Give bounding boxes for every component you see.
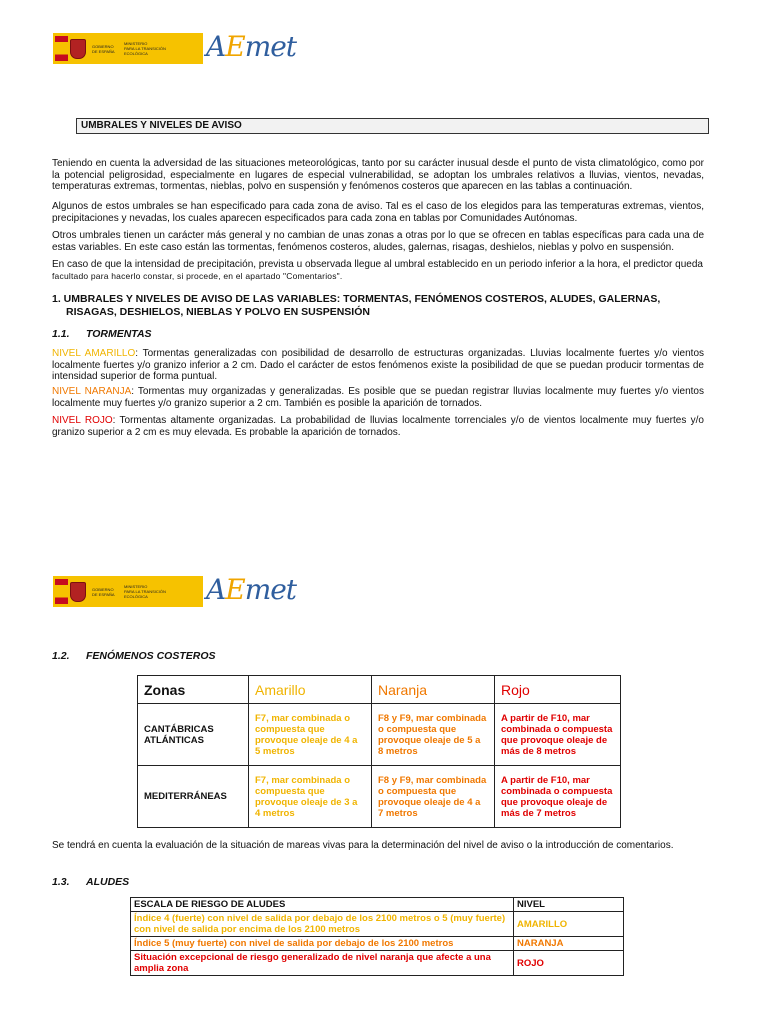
- table-row: [138, 704, 621, 766]
- header-rojo: Rojo: [495, 676, 621, 704]
- naranja-cell: F8 y F9, mar combinada o compuesta que provoque oleaje de 5 a 8 metros: [372, 704, 495, 766]
- tormentas-amarillo: NIVEL AMARILLO: Tormentas generalizadas con posibilidad de desarrollo de estructuras organizadas. Lluvias localmente fuertes y/o vientos localmente fuertes y/o granizo inferior a 2 cm. Dado el carácter de estos fenómenos existe la posibilidad de que se puedan producir tormentas de intensidad superior de forma puntual.: [52, 348, 705, 382]
- col-nivel: NIVEL: [514, 898, 624, 912]
- table-row: [131, 937, 624, 951]
- costeros-note: Se tendrá en cuenta la evaluación de la situación de mareas vivas para la determinación del nivel de aviso o la introducción de comentarios.: [52, 840, 674, 851]
- section-title: UMBRALES Y NIVELES DE AVISO: [76, 118, 709, 134]
- table-row: [138, 766, 621, 828]
- escala-cell: Índice 5 (muy fuerte) con nivel de salida por debajo de los 2100 metros: [131, 937, 514, 951]
- ministry-text: MINISTERIO PARA LA TRANSICIÓN ECOLÓGICA: [124, 584, 166, 599]
- government-logo: [53, 33, 203, 64]
- col-escala: ESCALA DE RIESGO DE ALUDES: [131, 898, 514, 912]
- coat-of-arms-icon: [70, 39, 86, 59]
- heading-1: 1. UMBRALES Y NIVELES DE AVISO DE LAS VARIABLES: TORMENTAS, FENÓMENOS COSTEROS, ALUDES, GALERNAS, RISAGAS, DESHIELOS, NIEBLAS Y POLVO EN SUSPENSIÓN: [52, 293, 661, 318]
- heading-costeros: 1.2. FENÓMENOS COSTEROS: [52, 650, 216, 662]
- nivel-cell: NARANJA: [514, 937, 624, 951]
- tormentas-rojo: NIVEL ROJO: Tormentas altamente organizadas. La probabilidad de lluvias localmente torrenciales y/o de vientos localmente muy fuertes y/o granizo superior a 2 cm es muy elevada. Es probable la aparición de tornados.: [52, 415, 704, 438]
- zona-cell: CANTÁBRICAS ATLÁNTICAS: [138, 704, 249, 766]
- avalanche-table: [130, 897, 624, 976]
- level-amarillo-label: NIVEL AMARILLO: [52, 348, 136, 359]
- spain-flag-icon: [55, 579, 68, 604]
- heading-aludes: 1.3. ALUDES: [52, 876, 130, 888]
- nivel-cell: ROJO: [514, 951, 624, 976]
- intro-paragraph-2: Algunos de estos umbrales se han especificado para cada zona de aviso. Tal es el caso de los elegidos para las temperaturas extremas, vientos, precipitaciones y nevadas, los cuales aparecen especificados para cada zona en tablas por Comunidades Autónomas.: [52, 201, 704, 224]
- header-zonas: Zonas: [138, 676, 249, 704]
- intro-paragraph-3: Otros umbrales tienen un carácter más general y no cambian de unas zonas a otras por lo que se ofrecen en tablas específicas para cada una de estas variables. En este caso están las tormentas, fenómenos costeros, aludes, galernas, risagas, deshielos, nieblas y polvo en suspensión.: [52, 230, 704, 253]
- level-rojo-label: NIVEL ROJO: [52, 415, 113, 426]
- heading-tormentas: 1.1. TORMENTAS: [52, 328, 152, 340]
- government-text: GOBIERNO DE ESPAÑA: [92, 586, 115, 597]
- intro-paragraph-4: En caso de que la intensidad de precipitación, prevista u observada llegue al umbral establecido en un periodo inferior a la hora, el predictor queda facultado para hacerlo constar, si procede, en el apartado "Comentarios".: [52, 259, 703, 281]
- coastal-table: [137, 675, 621, 828]
- nivel-cell: AMARILLO: [514, 912, 624, 937]
- zona-cell: MEDITERRÁNEAS: [138, 766, 249, 828]
- naranja-cell: F8 y F9, mar combinada o compuesta que provoque oleaje de 4 a 7 metros: [372, 766, 495, 828]
- tormentas-naranja: NIVEL NARANJA: Tormentas muy organizadas y generalizadas. Es posible que se puedan registrar lluvias localmente muy fuertes y/o vientos localmente muy fuertes y/o granizo superior a 2 cm. También es posible la aparición de tornados.: [52, 386, 704, 409]
- government-text: GOBIERNO DE ESPAÑA: [92, 43, 115, 54]
- rojo-cell: A partir de F10, mar combinada o compuesta que provoque oleaje de más de 7 metros: [495, 766, 621, 828]
- header-naranja: Naranja: [372, 676, 495, 704]
- table-row: [131, 912, 624, 937]
- aemet-logo: AEmet: [206, 30, 297, 63]
- amarillo-cell: F7, mar combinada o compuesta que provoque oleaje de 3 a 4 metros: [249, 766, 372, 828]
- ministry-text: MINISTERIO PARA LA TRANSICIÓN ECOLÓGICA: [124, 41, 166, 56]
- level-naranja-label: NIVEL NARANJA: [52, 386, 132, 397]
- escala-cell: Situación excepcional de riesgo generalizado de nivel naranja que afecte a una amplia zona: [131, 951, 514, 976]
- escala-cell: Índice 4 (fuerte) con nivel de salida por debajo de los 2100 metros o 5 (muy fuerte) con nivel de salida por encima de los 2100 metros: [131, 912, 514, 937]
- rojo-cell: A partir de F10, mar combinada o compuesta que provoque oleaje de más de 8 metros: [495, 704, 621, 766]
- header-amarillo: Amarillo: [249, 676, 372, 704]
- spain-flag-icon: [55, 36, 68, 61]
- aemet-logo-2: AEmet: [206, 573, 297, 606]
- table-row: [131, 951, 624, 976]
- intro-paragraph-1: Teniendo en cuenta la adversidad de las situaciones meteorológicas, tanto por su carácter inusual desde el punto de vista climatológico, como por la potencial peligrosidad, especialmente en lugares de especial vulnerabilidad, se adoptan los umbrales relativos a lluvias, vientos, nevadas, temperaturas extremas, tormentas, nieblas, polvo en suspensión y fenómenos costeros que aparecen en las tablas a continuación.: [52, 158, 704, 192]
- amarillo-cell: F7, mar combinada o compuesta que provoque oleaje de 4 a 5 metros: [249, 704, 372, 766]
- government-logo-2: [53, 576, 203, 607]
- coat-of-arms-icon: [70, 582, 86, 602]
